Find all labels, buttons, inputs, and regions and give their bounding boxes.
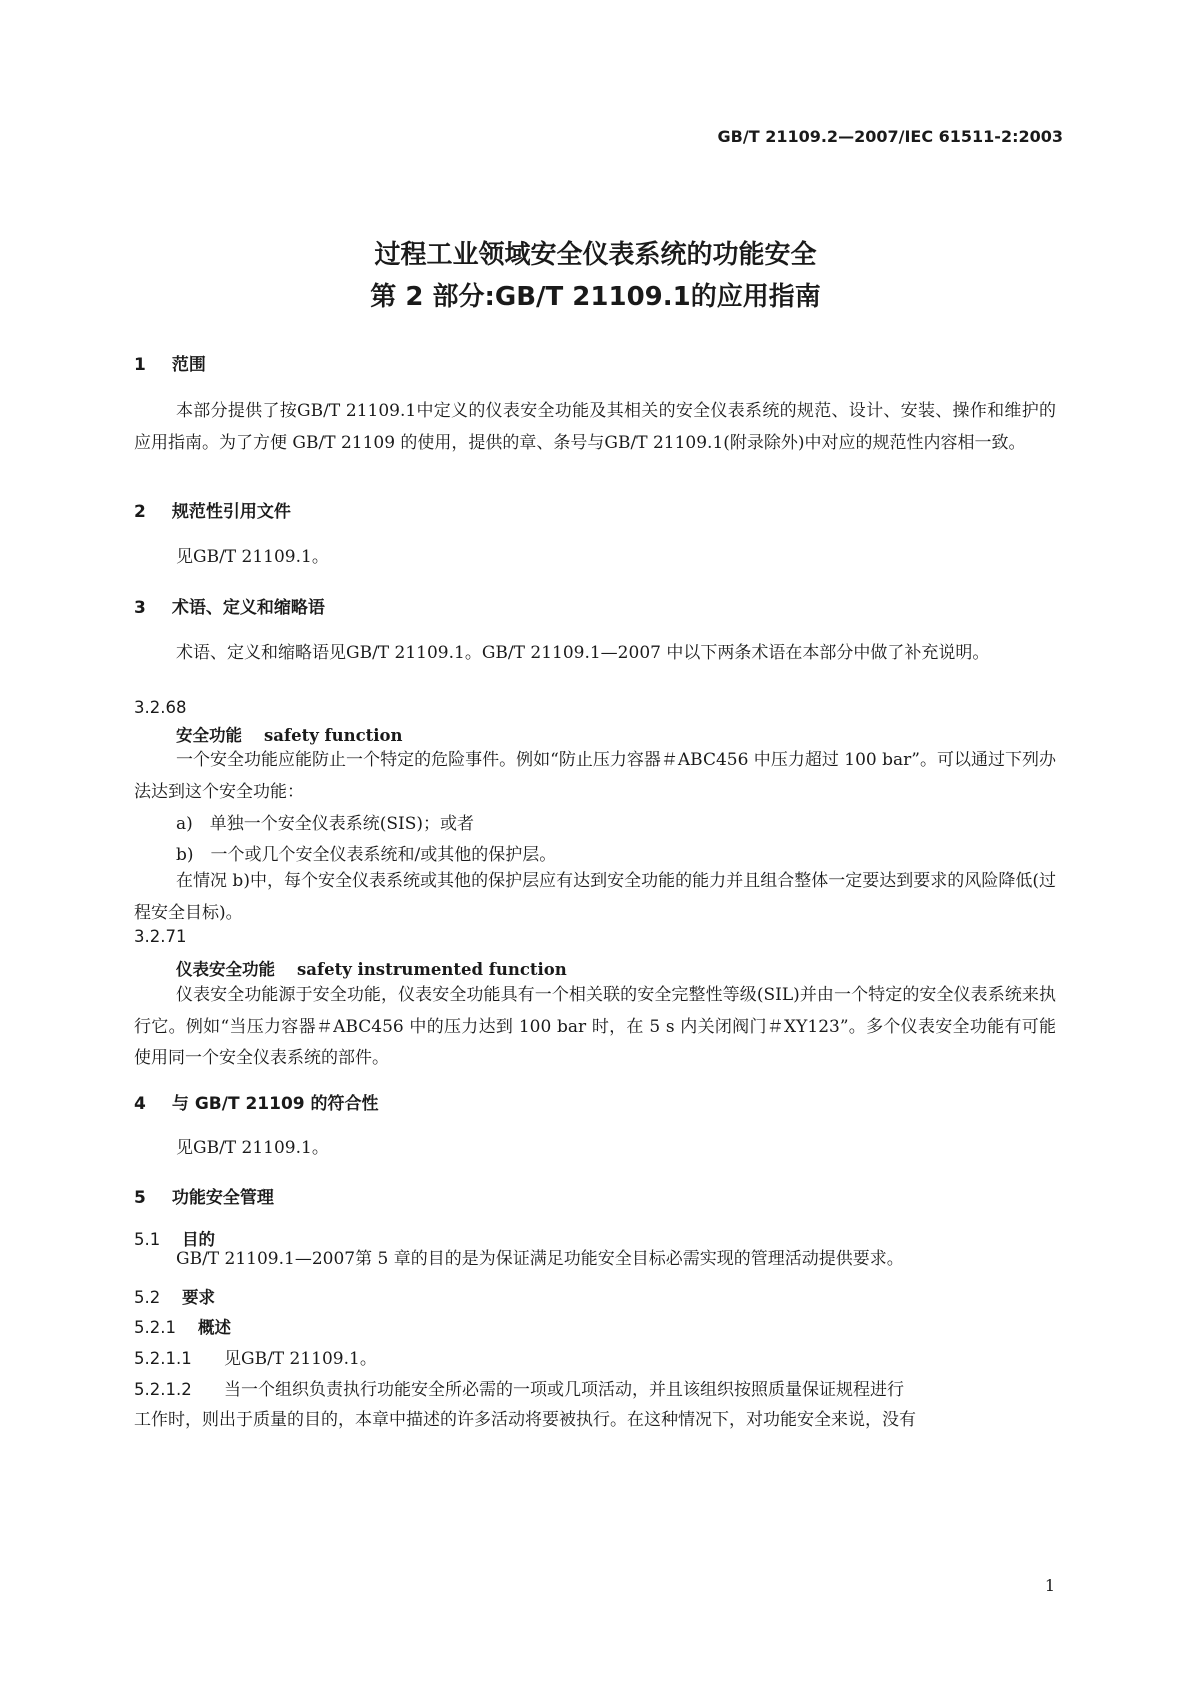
term-safety-instrumented-function <box>176 956 567 980</box>
clause-title: 目的 <box>182 1230 215 1249</box>
section-2-paragraph: 见GB/T 21109.1。 <box>176 547 329 567</box>
term-chinese: 仪表安全功能 <box>176 960 275 979</box>
section-1-paragraph: 本部分提供了按GB/T 21109.1中定义的仪表安全功能及其相关的安全仪表系统的规范、设计、安装、操作和维护的应用指南。为了方便 GB/T 21109 的使用，提供的章、条号与GB/T 21109.1(附录除外)中对应的规范性内容相一致。 <box>134 401 1056 453</box>
section-3-paragraph: 术语、定义和缩略语见GB/T 21109.1。GB/T 21109.1—2007 中以下两条术语在本部分中做了补充说明。 <box>176 643 990 663</box>
section-3-heading <box>134 593 325 618</box>
clause-number: 5.2.1.2 <box>134 1380 192 1399</box>
section-number: 1 <box>134 355 146 375</box>
clause-5-2-heading <box>134 1284 215 1308</box>
section-title: 功能安全管理 <box>171 1188 274 1208</box>
section-title: 术语、定义和缩略语 <box>171 598 325 618</box>
section-1-heading <box>134 350 206 375</box>
standard-code: GB/T 21109.2—2007/IEC 61511-2:2003 <box>717 127 1063 146</box>
clause-5-2-1-2-line1 <box>134 1375 904 1400</box>
section-number: 3 <box>134 598 146 618</box>
term-english: safety instrumented function <box>297 960 567 979</box>
list-item-a: a) 单独一个安全仪表系统(SIS)；或者 <box>176 814 475 834</box>
document-title-line1: 过程工业领域安全仪表系统的功能安全 <box>374 240 817 270</box>
clause-number: 5.2.1 <box>134 1318 176 1337</box>
clause-3-2-68-number: 3.2.68 <box>134 698 187 717</box>
section-4-heading <box>134 1089 379 1114</box>
clause-5-2-1-2-line2: 工作时，则出于质量的目的，本章中描述的许多活动将要被执行。在这种情况下，对功能安全来说，没有 <box>134 1410 916 1430</box>
list-item-b: b) 一个或几个安全仪表系统和/或其他的保护层。 <box>176 845 557 865</box>
section-title: 与 GB/T 21109 的符合性 <box>171 1094 379 1114</box>
document-title-line2: 第 2 部分:GB/T 21109.1的应用指南 <box>370 282 821 312</box>
clause-3-2-71-number: 3.2.71 <box>134 927 187 946</box>
term-english: safety function <box>264 726 403 745</box>
clause-number: 5.2 <box>134 1288 161 1307</box>
section-title: 范围 <box>171 355 206 375</box>
section-number: 5 <box>134 1188 146 1208</box>
clause-number: 5.1 <box>134 1230 161 1249</box>
clause-5-2-1-1 <box>134 1344 377 1369</box>
section-2-heading <box>134 497 291 522</box>
section-5-heading <box>134 1183 274 1208</box>
clause-number: 5.2.1.1 <box>134 1349 192 1368</box>
clause-title: 要求 <box>182 1288 215 1307</box>
section-number: 4 <box>134 1094 146 1114</box>
clause-title: 概述 <box>198 1318 231 1337</box>
clause-3-2-71-paragraph: 仪表安全功能源于安全功能，仪表安全功能具有一个相关联的安全完整性等级(SIL)并由一个特定的安全仪表系统来执行它。例如“当压力容器＃ABC456 中的压力达到 100 bar 时，在 5 s 内关闭阀门＃XY123”。多个仪表安全功能有可能使用同一个安全仪表系统的部件。 <box>134 985 1056 1068</box>
section-title: 规范性引用文件 <box>171 502 291 522</box>
term-safety-function <box>176 722 403 746</box>
term-chinese: 安全功能 <box>176 726 242 745</box>
clause-3-2-68-paragraph: 一个安全功能应能防止一个特定的危险事件。例如“防止压力容器＃ABC456 中压力超过 100 bar”。可以通过下列办法达到这个安全功能： <box>134 750 1056 802</box>
clause-3-2-68-paragraph-2: 在情况 b)中，每个安全仪表系统或其他的保护层应有达到安全功能的能力并且组合整体一定要达到要求的风险降低(过程安全目标)。 <box>134 871 1056 923</box>
clause-5-1-paragraph: GB/T 21109.1—2007第 5 章的目的是为保证满足功能安全目标必需实现的管理活动提供要求。 <box>176 1249 904 1269</box>
clause-text: 当一个组织负责执行功能安全所必需的一项或几项活动，并且该组织按照质量保证规程进行 <box>224 1380 904 1400</box>
clause-5-2-1-heading <box>134 1314 231 1338</box>
section-number: 2 <box>134 502 146 522</box>
section-4-paragraph: 见GB/T 21109.1。 <box>176 1138 329 1158</box>
clause-text: 见GB/T 21109.1。 <box>224 1349 377 1369</box>
page-number: 1 <box>1044 1576 1055 1595</box>
